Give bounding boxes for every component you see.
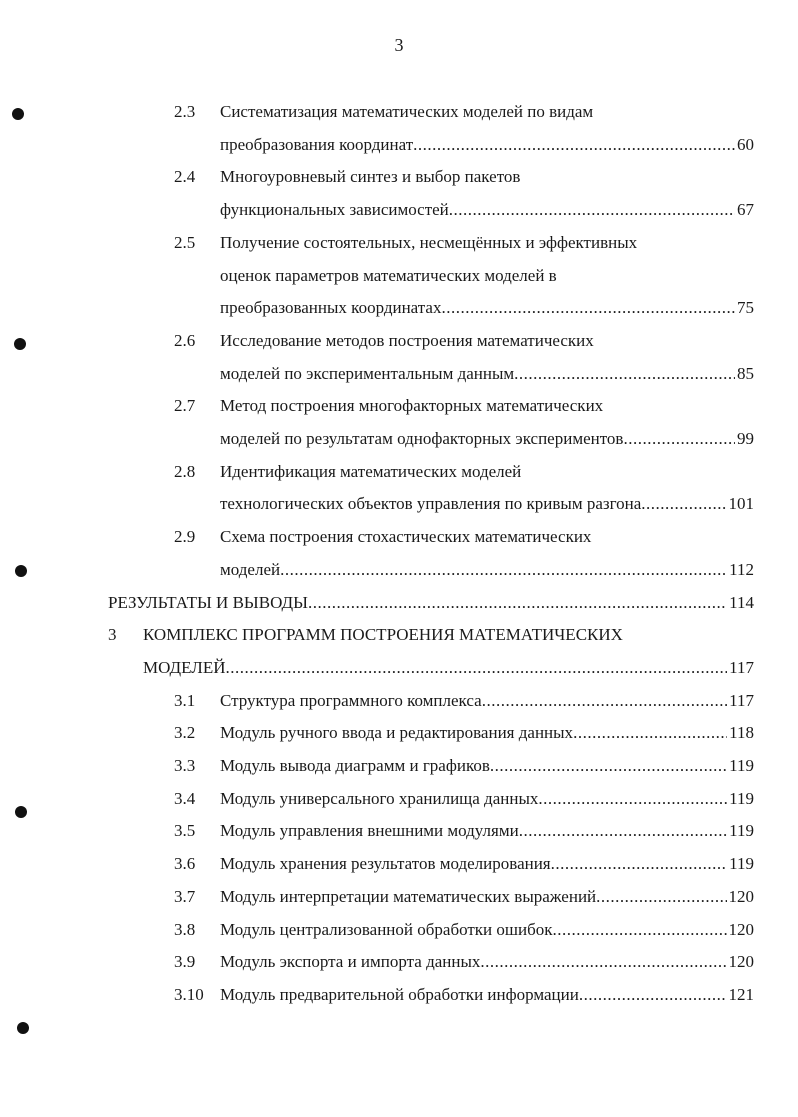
toc-entry[interactable] xyxy=(220,559,754,581)
toc-leader-dots xyxy=(480,951,726,973)
toc-leader-dots xyxy=(308,592,727,614)
toc-entry-title: Модуль ручного ввода и редактирования данных xyxy=(220,723,574,743)
binding-hole-mark xyxy=(15,806,27,818)
toc-entry-title-line: КОМПЛЕКС ПРОГРАММ ПОСТРОЕНИЯ МАТЕМАТИЧЕСКИХ xyxy=(143,625,623,645)
toc-entry-number: 3.5 xyxy=(174,821,196,841)
toc-entry-title-line: Схема построения стохастических математических xyxy=(220,527,592,547)
toc-entry-number: 3.6 xyxy=(174,854,196,874)
toc-page-number: 119 xyxy=(729,756,754,775)
toc-entry-title-line: Получение состоятельных, несмещённых и эффективных xyxy=(220,232,638,252)
toc-entry-number: 3.7 xyxy=(174,886,196,906)
toc-page-number: 75 xyxy=(737,298,754,318)
toc-leader-dots xyxy=(490,755,727,777)
toc-entry[interactable] xyxy=(220,690,754,712)
toc-entry-number: 2.9 xyxy=(174,527,196,547)
toc-entry-number: 3.9 xyxy=(174,952,196,972)
toc-leader-dots xyxy=(482,690,727,712)
toc-entry[interactable] xyxy=(220,919,754,941)
toc-leader-dots xyxy=(449,199,735,221)
toc-entry[interactable] xyxy=(220,199,754,221)
toc-entry-title: моделей xyxy=(220,559,281,579)
toc-entry-title: Модуль управления внешними модулями xyxy=(220,821,519,841)
toc-page-number: 114 xyxy=(729,592,754,612)
toc-page-number: 60 xyxy=(737,134,754,154)
toc-entry-number: 3.4 xyxy=(174,788,196,808)
toc-page-number: 120 xyxy=(728,919,754,939)
toc-entry[interactable] xyxy=(220,820,754,842)
toc-leader-dots xyxy=(623,428,735,450)
toc-leader-dots xyxy=(573,722,727,744)
toc-page-number: 99 xyxy=(737,429,754,448)
toc-entry-title: технологических объектов управления по кривым разгона xyxy=(220,494,642,514)
toc-page-number: 121 xyxy=(728,984,754,1004)
toc-entry-title-line: оценок параметров математических моделей в xyxy=(220,265,557,285)
toc-entry-number: 2.8 xyxy=(174,461,196,481)
toc-entry[interactable] xyxy=(220,493,754,515)
toc-page-number: 119 xyxy=(729,854,754,874)
toc-leader-dots xyxy=(579,984,727,1006)
page-number: 3 xyxy=(394,35,404,55)
toc-leader-dots xyxy=(538,788,727,810)
binding-hole-mark xyxy=(14,338,26,350)
binding-hole-mark xyxy=(15,565,27,577)
toc-entry-number: 3.10 xyxy=(174,984,204,1004)
toc-leader-dots xyxy=(596,886,726,908)
toc-entry-number: 3.8 xyxy=(174,919,196,939)
toc-page-number: 101 xyxy=(728,494,754,514)
toc-entry-number: 2.5 xyxy=(174,232,196,252)
toc-entry[interactable] xyxy=(220,984,754,1006)
toc-entry-title: Модуль универсального хранилища данных xyxy=(220,788,539,808)
toc-entry-title-line: Систематизация математических моделей по видам xyxy=(220,102,594,121)
toc-entry-title-line: Идентификация математических моделей xyxy=(220,461,522,481)
toc-leader-dots xyxy=(553,919,727,941)
toc-entry-title: РЕЗУЛЬТАТЫ И ВЫВОДЫ xyxy=(108,592,308,612)
toc-leader-dots xyxy=(519,820,727,842)
toc-leader-dots xyxy=(441,297,735,319)
toc-entry[interactable] xyxy=(220,428,754,450)
toc-entry-number: 3.2 xyxy=(174,723,196,743)
toc-leader-dots xyxy=(514,363,735,385)
binding-hole-mark xyxy=(17,1022,29,1034)
toc-entry-title: Структура программного комплекса xyxy=(220,690,482,710)
toc-leader-dots xyxy=(280,559,727,581)
toc-page-number: 119 xyxy=(729,788,754,808)
toc-page-number: 67 xyxy=(737,200,754,220)
toc-page-number: 112 xyxy=(729,559,754,579)
toc-entry-number: 2.7 xyxy=(174,396,196,416)
toc-entry-title: Модуль вывода диаграмм и графиков xyxy=(220,756,490,775)
toc-entry[interactable] xyxy=(220,788,754,810)
binding-hole-mark xyxy=(12,108,24,120)
toc-entry-number: 2.6 xyxy=(174,330,196,350)
toc-entry[interactable] xyxy=(143,657,754,679)
toc-entry-title: функциональных зависимостей xyxy=(220,200,449,220)
toc-page-number: 85 xyxy=(737,363,754,383)
toc-entry[interactable] xyxy=(108,592,754,614)
toc-entry[interactable] xyxy=(220,886,754,908)
toc-leader-dots xyxy=(226,657,728,679)
toc-entry[interactable] xyxy=(220,722,754,744)
toc-entry[interactable] xyxy=(220,297,754,319)
toc-entry[interactable] xyxy=(220,134,754,156)
toc-entry-title: моделей по результатам однофакторных экспериментов xyxy=(220,429,624,448)
toc-page-number: 117 xyxy=(729,690,754,710)
toc-entry-title: Модуль хранения результатов моделирования xyxy=(220,854,551,874)
toc-entry-number: 3.1 xyxy=(174,690,196,710)
toc-entry[interactable] xyxy=(220,853,754,875)
toc-entry-number: 2.4 xyxy=(174,167,196,187)
toc-entry-title: МОДЕЛЕЙ xyxy=(143,657,226,677)
toc-entry[interactable] xyxy=(220,951,754,973)
toc-entry-title: преобразования координат xyxy=(220,134,414,154)
toc-entry-number: 2.3 xyxy=(174,102,196,121)
toc-page-number: 119 xyxy=(729,821,754,841)
toc-entry[interactable] xyxy=(220,755,754,777)
toc-leader-dots xyxy=(551,853,727,875)
toc-entry-title: Модуль интерпретации математических выражений xyxy=(220,886,597,906)
toc-page-number: 117 xyxy=(729,657,754,677)
toc-entry-number: 3.3 xyxy=(174,756,196,775)
toc-entry-title: преобразованных координатах xyxy=(220,298,442,318)
toc-entry-title-line: Многоуровневый синтез и выбор пакетов xyxy=(220,167,521,187)
toc-page-number: 118 xyxy=(729,723,754,743)
toc-leader-dots xyxy=(413,134,735,156)
toc-page-number: 120 xyxy=(728,952,754,972)
toc-entry-number: 3 xyxy=(108,625,117,645)
toc-entry-title: Модуль централизованной обработки ошибок xyxy=(220,919,553,939)
toc-entry[interactable] xyxy=(220,363,754,385)
toc-leader-dots xyxy=(641,493,726,515)
toc-entry-title-line: Метод построения многофакторных математических xyxy=(220,396,604,416)
toc-entry-title-line: Исследование методов построения математических xyxy=(220,330,594,350)
toc-page-number: 120 xyxy=(728,886,754,906)
toc-entry-title: Модуль экспорта и импорта данных xyxy=(220,952,481,972)
toc-entry-title: моделей по экспериментальным данным xyxy=(220,363,515,383)
toc-entry-title: Модуль предварительной обработки информации xyxy=(220,984,579,1004)
